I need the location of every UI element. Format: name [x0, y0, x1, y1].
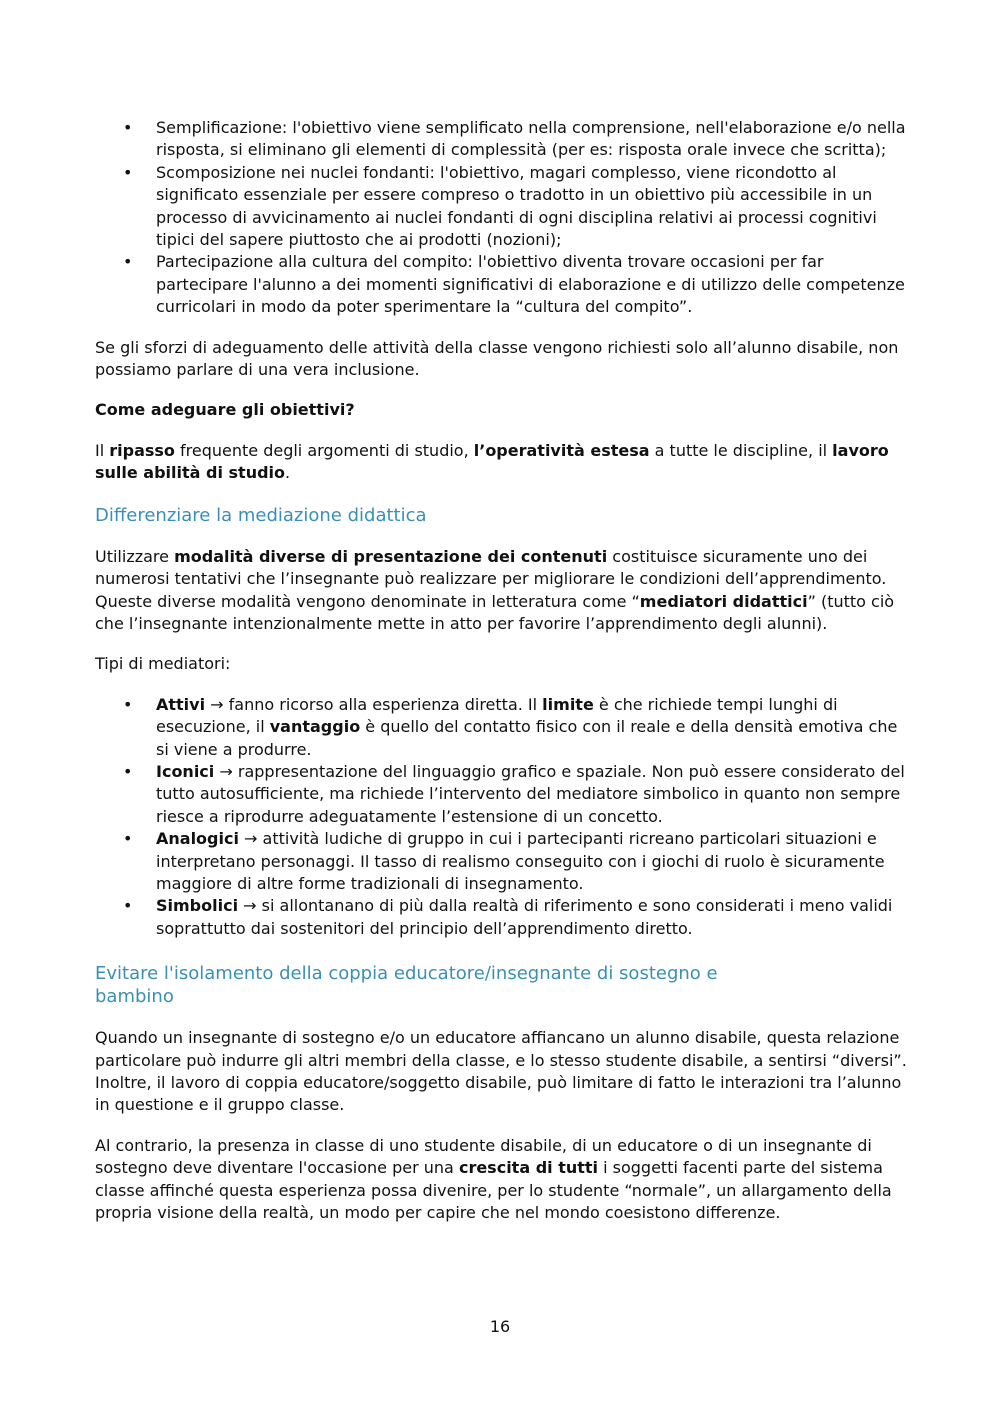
- section-heading: Evitare l'isolamento della coppia educatore/insegnante di sostegno e bambino: [95, 963, 718, 1008]
- paragraph-inclusione: Se gli sforzi di adeguamento delle attività della classe vengono richiesti solo all’alunno disabile, non possiamo parlare di una vera inclusione.: [95, 337, 899, 380]
- list-item: • Scomposizione nei nuclei fondanti: l'obiettivo, magari complesso, viene ricondotto al significato essenziale per essere compreso o tradotto in un obiettivo più accessibile in un processo di avvicinamento ai nuclei fondanti di ogni disciplina relativi ai processi cognitivi tipici del sapere piuttosto che ai prodotti (nozioni);: [123, 162, 877, 250]
- paragraph-obiettivi: Il ripasso frequente degli argomenti di studio, l’operatività estesa a tutte le discipline, il lavoro sulle abilità di studio.: [95, 440, 889, 483]
- bullet-icon: •: [123, 694, 133, 714]
- arrow-right-icon: →: [244, 829, 258, 849]
- paragraph-isolamento: Quando un insegnante di sostegno e/o un educatore affiancano un alunno disabile, questa relazione particolare può indurre gli altri membri della classe, e lo stesso studente disabile, a sentirsi “diversi”. Inoltre, il lavoro di coppia educatore/soggetto disabile, può limitare di fatto le interazioni tra l’alunno in questione e il gruppo classe.: [95, 1028, 907, 1115]
- list-item: • Partecipazione alla cultura del compito: l'obiettivo diventa trovare occasioni per far partecipare l'alunno a dei momenti significativi di elaborazione e di utilizzo delle competenze curricolari in modo da poter sperimentare la “cultura del compito”.: [123, 252, 905, 317]
- objectives-list: [95, 117, 907, 319]
- list-item: • Semplificazione: l'obiettivo viene semplificato nella comprensione, nell'elaborazione e/o nella risposta, si eliminano gli elementi di complessità (per es: risposta orale invece che scritta);: [123, 118, 906, 160]
- question-heading: Come adeguare gli obiettivi?: [95, 400, 355, 420]
- bullet-icon: •: [123, 252, 133, 272]
- arrow-right-icon: →: [219, 761, 233, 781]
- section-heading: Differenziare la mediazione didattica: [95, 504, 427, 526]
- bullet-icon: •: [123, 761, 133, 781]
- paragraph-contrario: Al contrario, la presenza in classe di uno studente disabile, di un educatore o di un insegnante di sostegno deve diventare l'occasione per una crescita di tutti i soggetti facenti parte del sistema classe affinché questa esperienza possa divenire, per lo studente “normale”, un allargamento della propria visione della realtà, un modo per capire che nel mondo coesistono differenze.: [95, 1135, 892, 1223]
- bullet-icon: •: [123, 118, 133, 137]
- list-item: • Iconici → rappresentazione del linguaggio grafico e spaziale. Non può essere considerato del tutto autosufficiente, ma richiede l’intervento del mediatore simbolico in quanto non sempre riesce a riprodurre adeguatamente l’estensione di un concetto.: [123, 761, 905, 826]
- page-content: [95, 117, 907, 1224]
- page-number: 16: [489, 1317, 511, 1336]
- mediators-list: [95, 694, 907, 940]
- bullet-icon: •: [123, 162, 133, 182]
- bullet-icon: •: [123, 829, 133, 849]
- list-item: • Attivi → fanno ricorso alla esperienza diretta. Il limite è che richiede tempi lunghi di esecuzione, il vantaggio è quello del contatto fisico con il reale e della densità emotiva che si viene a produrre.: [123, 694, 898, 759]
- arrow-right-icon: →: [210, 694, 224, 714]
- paragraph-tipi: Tipi di mediatori:: [95, 654, 231, 674]
- list-item: • Analogici → attività ludiche di gruppo in cui i partecipanti ricreano particolari situazioni e interpretano personaggi. Il tasso di realismo conseguito con i giochi di ruolo è sicuramente maggiore di altre forme tradizionali di insegnamento.: [123, 829, 885, 893]
- paragraph-mediazione: Utilizzare modalità diverse di presentazione dei contenuti costituisce sicuramente uno dei numerosi tentativi che l’insegnante può realizzare per migliorare le condizioni dell’apprendimento. Queste diverse modalità vengono denominate in letteratura come “mediatori didattici” (tutto ciò che l’insegnante intenzionalmente mette in atto per favorire l’apprendimento degli alunni).: [95, 546, 895, 633]
- bullet-icon: •: [123, 896, 133, 916]
- list-item: • Simbolici → si allontanano di più dalla realtà di riferimento e sono considerati i meno validi soprattutto dai sostenitori del principio dell’apprendimento diretto.: [123, 896, 893, 938]
- arrow-right-icon: →: [243, 896, 257, 916]
